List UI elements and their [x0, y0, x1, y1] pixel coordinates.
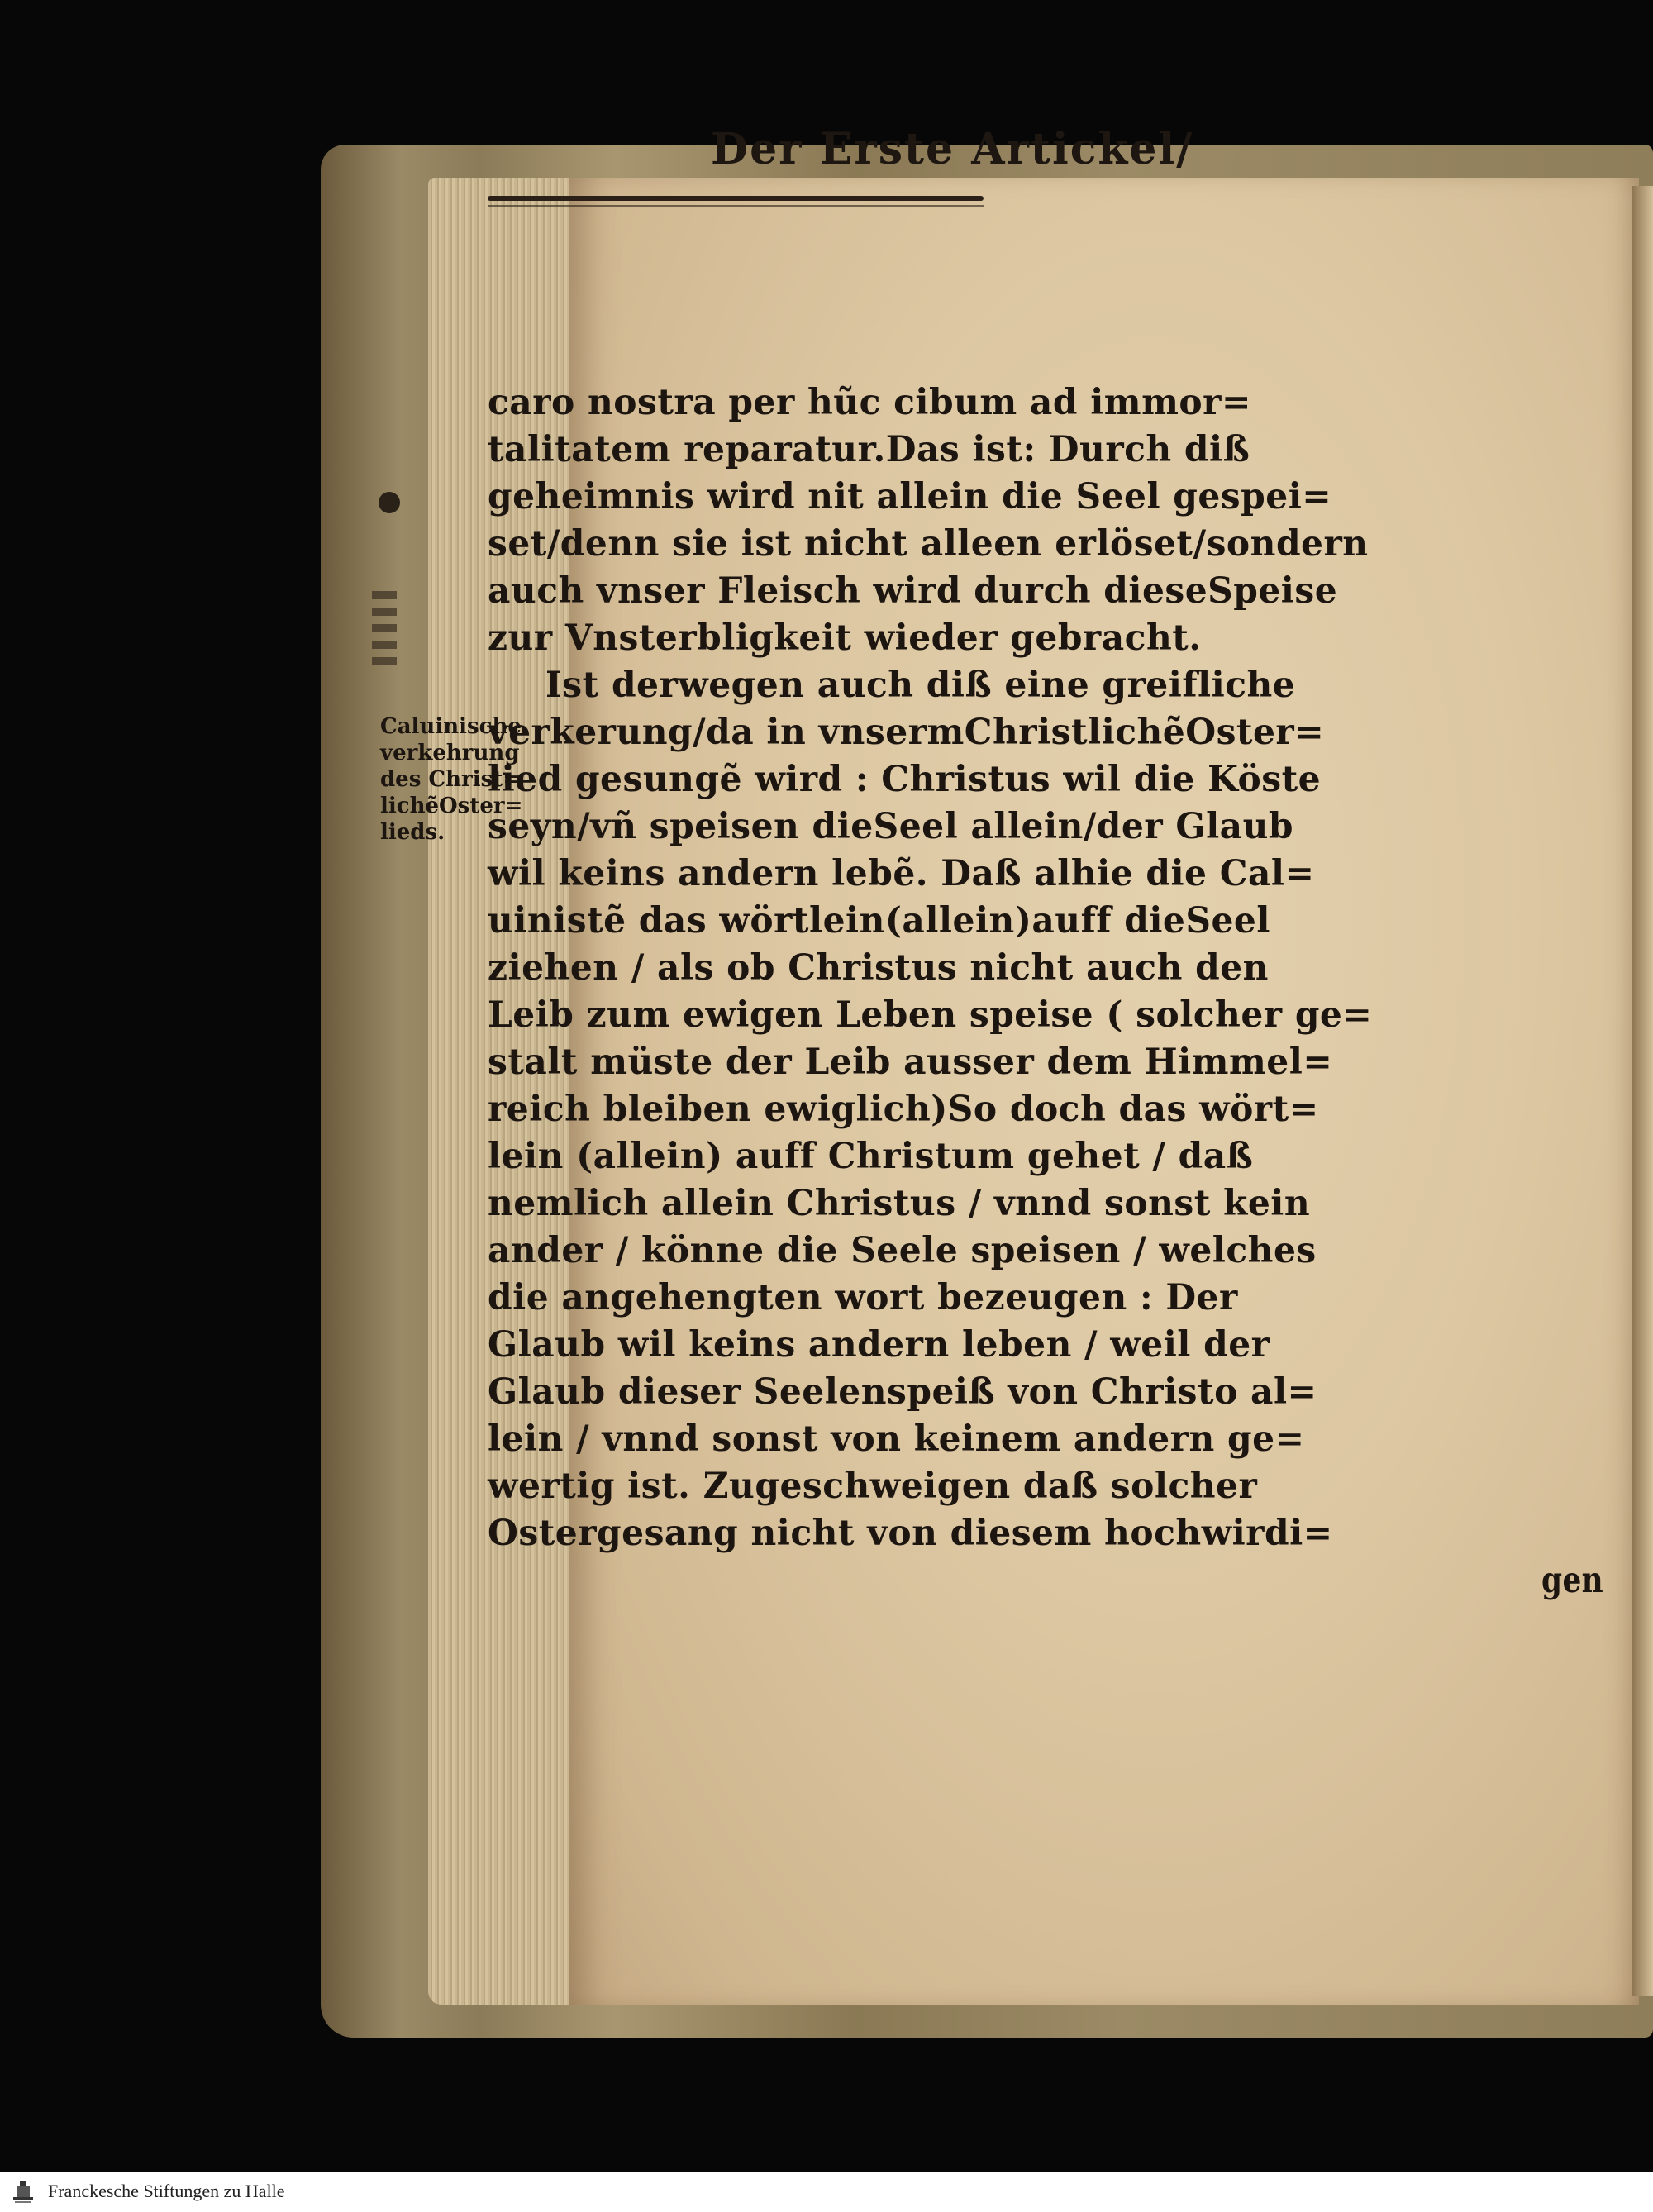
text-line: reich bleiben ewiglich)So doch das wört= — [488, 1089, 1319, 1130]
text-line: ziehen / als ob Christus nicht auch den — [488, 947, 1269, 989]
footer-credit: Franckesche Stiftungen zu Halle — [48, 2181, 285, 2201]
facing-page-edge — [1632, 186, 1653, 1996]
text-line: lein (allein) auff Christum gehet / daß — [488, 1136, 1254, 1177]
marginal-note-line: des Christ= — [380, 767, 522, 792]
spine-ornament — [372, 591, 397, 665]
catchword: gen — [1541, 1560, 1604, 1601]
text-line: lein / vnnd sonst von keinem andern ge= — [488, 1418, 1305, 1460]
marginal-note-line: lichẽOster= — [380, 794, 523, 818]
text-line: verkerung/da in vnsermChristlichẽOster= — [488, 712, 1325, 753]
text-line: wil keins andern lebẽ. Daß alhie die Cal= — [488, 853, 1315, 894]
text-line: geheimnis wird nit allein die Seel gespei= — [488, 476, 1332, 517]
marginal-note-line: verkehrung — [380, 741, 520, 765]
text-line: talitatem reparatur.Das ist: Durch diß — [488, 429, 1250, 470]
text-line: ander / könne die Seele speisen / welches — [488, 1230, 1317, 1271]
text-line: stalt müste der Leib ausser dem Himmel= — [488, 1042, 1333, 1083]
text-line: lied gesungẽ wird : Christus wil die Köste — [488, 759, 1322, 800]
text-line: die angehengten wort bezeugen : Der — [488, 1277, 1238, 1318]
text-line: zur Vnsterbligkeit wieder gebracht. — [488, 617, 1202, 659]
text-line: seyn/vñ speisen dieSeel allein/der Glaub — [488, 806, 1293, 847]
marginal-note-line: lieds. — [380, 820, 445, 845]
institution-logo-icon — [12, 2179, 35, 2205]
spine-ornament — [379, 492, 400, 513]
header-rule — [488, 205, 984, 207]
text-line: Ist derwegen auch diß eine greifliche — [545, 665, 1296, 706]
text-line: Ostergesang nicht von diesem hochwirdi= — [488, 1513, 1333, 1554]
text-line: caro nostra per hũc cibum ad immor= — [488, 382, 1251, 423]
text-line: Leib zum ewigen Leben speise ( solcher ge= — [488, 994, 1373, 1036]
text-line: set/denn sie ist nicht alleen erlöset/sondern — [488, 523, 1369, 565]
header-rule — [488, 196, 984, 201]
text-line: Glaub wil keins andern leben / weil der — [488, 1324, 1270, 1366]
text-line: nemlich allein Christus / vnnd sonst kein — [488, 1183, 1311, 1224]
text-line: auch vnser Fleisch wird durch dieseSpeise — [488, 570, 1338, 612]
marginal-note-line: Caluinische — [380, 714, 522, 739]
running-head: Der Erste Artickel/ — [711, 124, 1194, 174]
viewer-footer — [0, 2172, 1653, 2212]
text-line: Glaub dieser Seelenspeiß von Christo al= — [488, 1371, 1317, 1413]
text-line: uinistẽ das wörtlein(allein)auff dieSeel — [488, 900, 1270, 942]
text-line: wertig ist. Zugeschweigen daß solcher — [488, 1466, 1258, 1507]
